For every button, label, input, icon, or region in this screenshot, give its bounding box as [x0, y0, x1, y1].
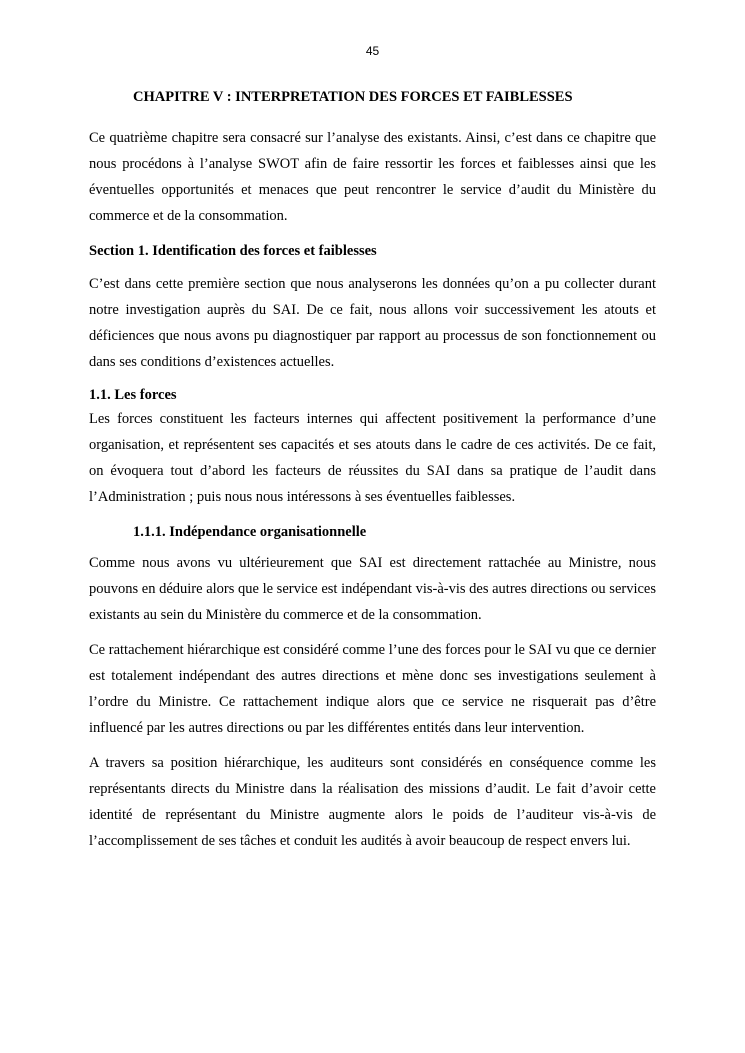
- document-body: [89, 84, 656, 863]
- page-number: 45: [365, 44, 380, 58]
- section-1-title: Section 1. Identification des forces et faiblesses: [89, 243, 377, 259]
- independance-paragraph-1: Comme nous avons vu ultérieurement que SAI est directement rattachée au Ministre, nous pouvons en déduire alors que le service est indépendant vis-à-vis des autres directions ou services existants au sein du Ministère du commerce et de la consommation.: [89, 555, 656, 623]
- forces-title: 1.1. Les forces: [89, 387, 177, 403]
- independance-paragraph-3: A travers sa position hiérarchique, les auditeurs sont considérés en conséquence comme les représentants directs du Ministre dans la réalisation des missions d’audit. Le fait d’avoir cette identité de représentant du Ministre augmente alors le poids de l’auditeur vis-à-vis de l’accomplissement de ses tâches et conduit les audités à avoir beaucoup de respect envers lui.: [89, 755, 656, 849]
- independance-title: 1.1.1. Indépendance organisationnelle: [133, 524, 367, 540]
- chapter-title: CHAPITRE V : INTERPRETATION DES FORCES ET FAIBLESSES: [133, 89, 573, 105]
- intro-paragraph: Ce quatrième chapitre sera consacré sur l’analyse des existants. Ainsi, c’est dans ce chapitre que nous procédons à l’analyse SWOT afin de faire ressortir les forces et faiblesses ainsi que les éventuelles opportunités et menaces que peut rencontrer le service d’audit du Ministère du commerce et de la consommation.: [89, 130, 656, 224]
- independance-paragraph-2: Ce rattachement hiérarchique est considéré comme l’une des forces pour le SAI vu que ce dernier est totalement indépendant des autres directions et mène donc ses investigations seulement à l’ordre du Ministre. Ce rattachement indique alors que ce service ne risquerait pas d’être influencé par les autres directions ou par les différentes entités dans leur intervention.: [89, 642, 656, 736]
- section-1-paragraph: C’est dans cette première section que nous analyserons les données qu’on a pu collecter durant notre investigation auprès du SAI. De ce fait, nous allons voir successivement les atouts et déficiences que nous avons pu diagnostiquer par rapport au processus de son fonctionnement ou dans ses conditions d’existences actuelles.: [89, 276, 656, 370]
- forces-paragraph: Les forces constituent les facteurs internes qui affectent positivement la performance d’une organisation, et représentent ses capacités et ses atouts dans le cadre de ces activités. De ce fait, on évoquera tout d’abord les facteurs de réussites du SAI dans sa pratique de l’audit dans l’Administration ; puis nous nous intéressons à ses éventuelles faiblesses.: [89, 411, 656, 505]
